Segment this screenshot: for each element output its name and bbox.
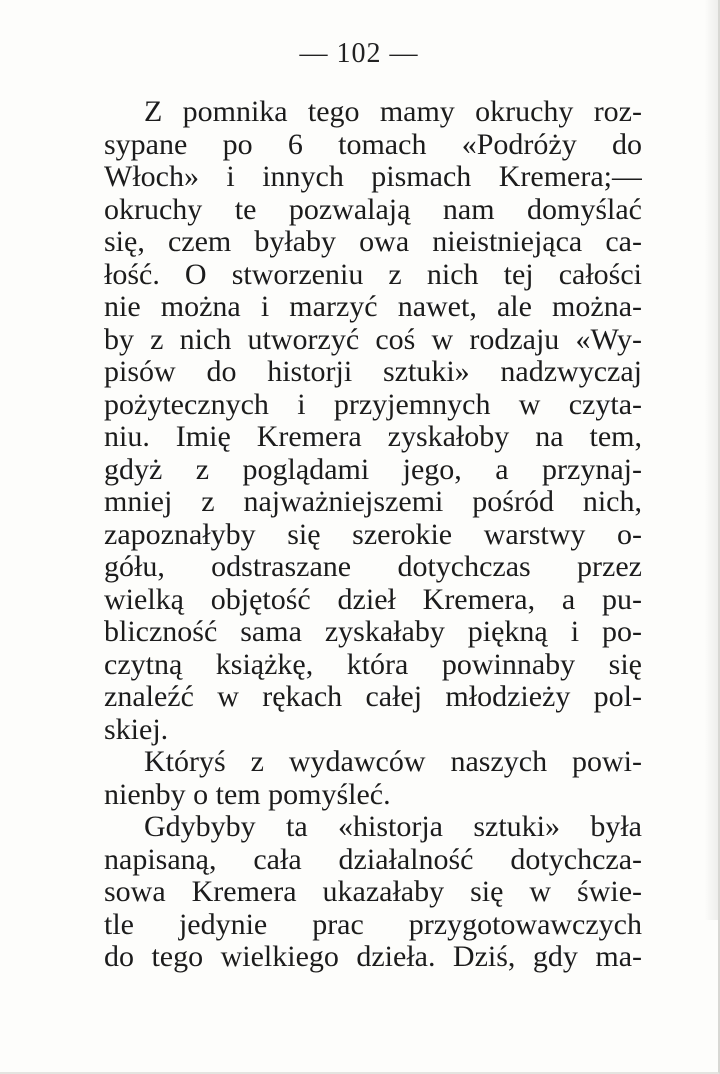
text-line: sypane po 6 tomach «Podróży do xyxy=(104,128,642,161)
text-line: zapoznałyby się szerokie warstwy o- xyxy=(104,518,642,551)
text-line: nie można i marzyć nawet, ale można- xyxy=(104,291,642,323)
text-line: Z pomnika tego mamy okruchy roz- xyxy=(144,96,642,128)
text-line: mniej z najważniejszemi pośród nich, xyxy=(104,486,642,518)
text-line: znaleźć w rękach całej młodzieży pol- xyxy=(104,681,642,713)
text-line: by z nich utworzyć coś w rodzaju «Wy- xyxy=(104,323,642,356)
text-line: nienby o tem pomyśleć. xyxy=(104,778,391,811)
text-line: gdyż z poglądami jego, a przynaj- xyxy=(104,453,642,486)
body-text xyxy=(104,96,642,974)
text-line: sowa Kremera ukazałaby się w świe- xyxy=(104,876,642,908)
text-line: bliczność sama zyskałaby piękną i po- xyxy=(104,616,642,648)
text-line: niu. Imię Kremera zyskałoby na tem, xyxy=(104,421,642,453)
text-line: skiej. xyxy=(104,713,169,746)
text-line: pisów do historji sztuki» nadzwyczaj xyxy=(104,356,642,388)
text-line: wielką objętość dzieł Kremera, a pu- xyxy=(104,583,642,616)
text-line: pożytecznych i przyjemnych w czyta- xyxy=(104,388,642,421)
text-line: tle jedynie prac przygotowawczych xyxy=(104,908,642,941)
text-line: łość. O stworzeniu z nich tej całości xyxy=(104,258,642,291)
text-line: Gdybyby ta «historja sztuki» była xyxy=(144,811,642,843)
text-line: czytną książkę, która powinnaby się xyxy=(104,648,642,681)
text-line: do tego wielkiego dzieła. Dziś, gdy ma- xyxy=(104,941,642,973)
page-edge-shadow xyxy=(704,0,718,920)
page-number: — 102 — xyxy=(299,38,419,69)
text-line: się, czem byłaby owa nieistniejąca ca- xyxy=(104,226,642,258)
text-line: Któryś z wydawców naszych powi- xyxy=(144,746,642,778)
text-line: okruchy te pozwalają nam domyślać xyxy=(104,193,642,226)
text-line: napisaną, cała działalność dotychcza- xyxy=(104,843,642,876)
text-line: gółu, odstraszane dotychczas przez xyxy=(104,551,642,583)
text-line: Włoch» i innych pismach Kremera;— xyxy=(104,161,642,193)
